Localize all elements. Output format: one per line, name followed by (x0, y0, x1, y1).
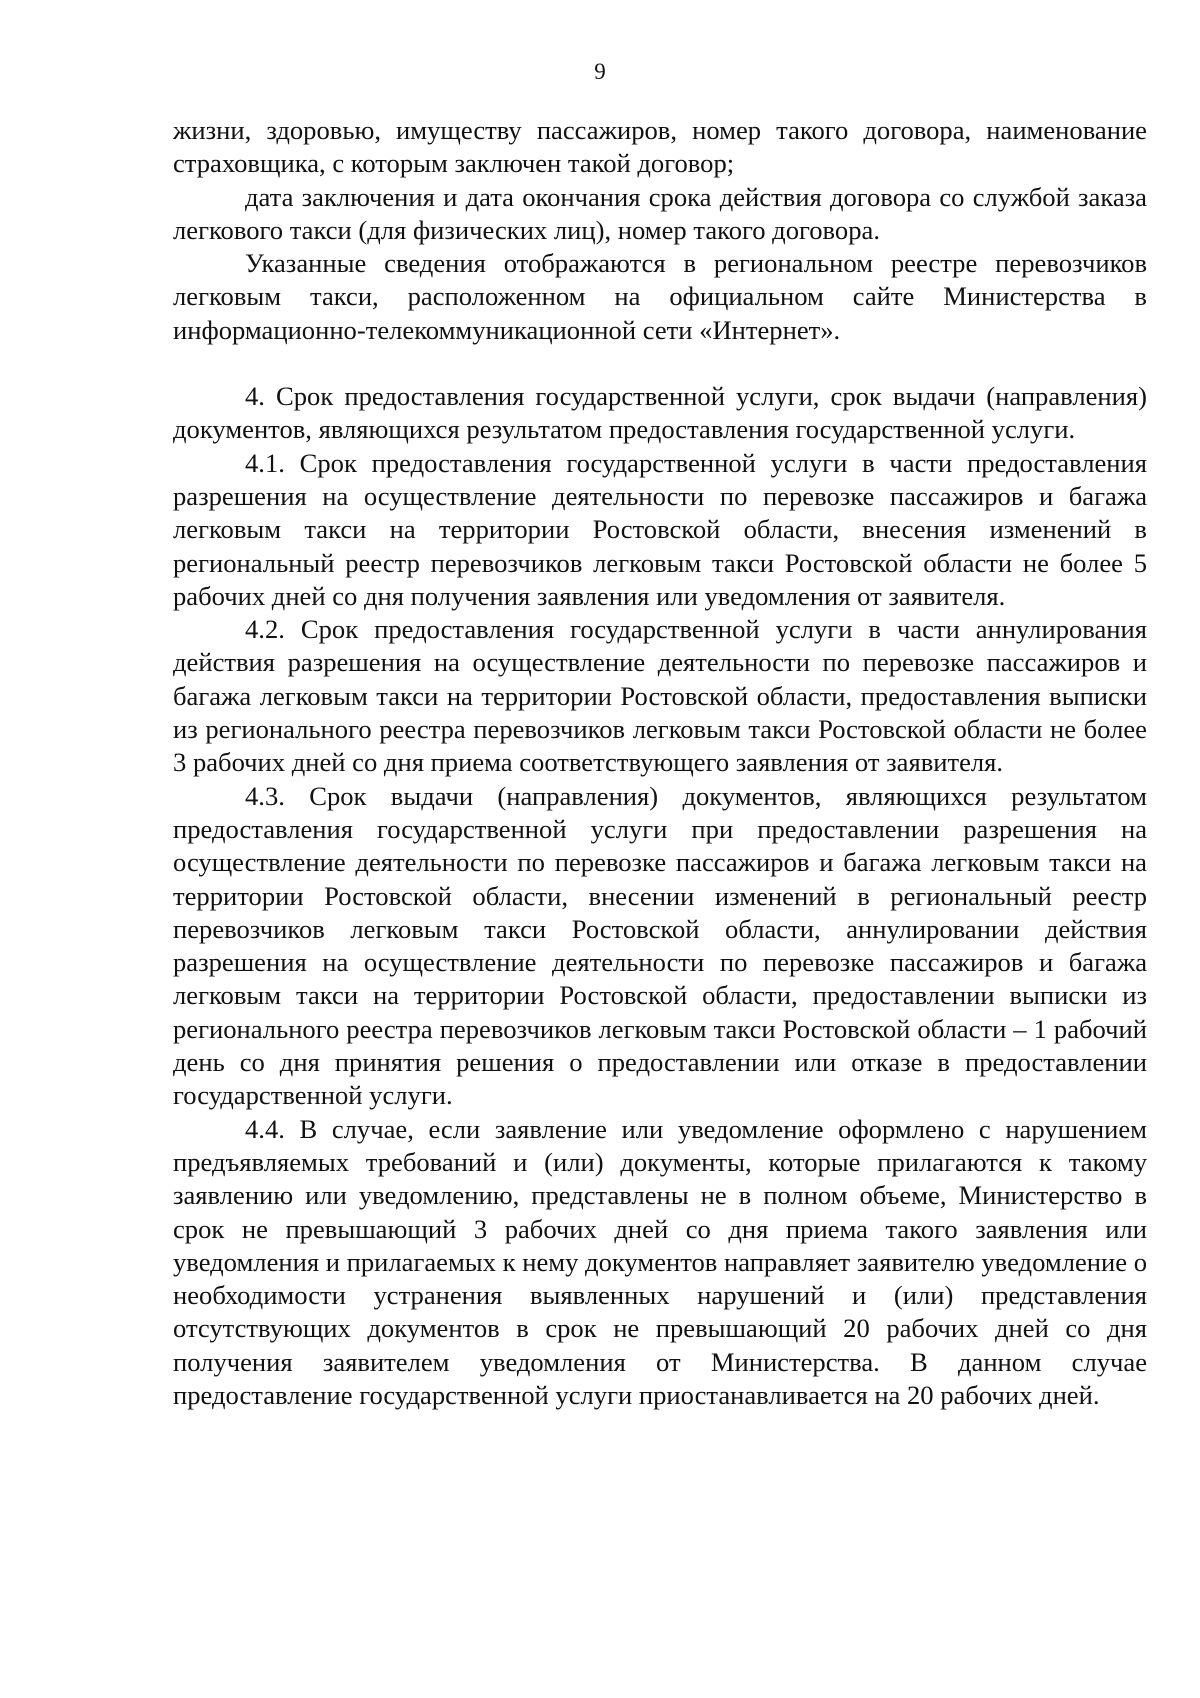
paragraph-4-3: 4.3. Срок выдачи (направления) документов, являющихся результатом предоставления государственной услуги при предоставлении разрешения на осуществление деятельности по перевозке пассажиров и багажа легковым такси на территории Ростовской области, внесении изменений в региональный реестр перевозчиков легковым такси Ростовской области, аннулировании действия разрешения на осуществление деятельности по перевозке пассажиров и багажа легковым такси на территории Ростовской области, предоставлении выписки из регионального реестра перевозчиков легковым такси Ростовской области – 1 рабочий день со дня принятия решения о предоставлении или отказе в предоставлении государственной услуги. (173, 780, 1147, 1111)
paragraph-4-2: 4.2. Срок предоставления государственной услуги в части аннулирования действия разрешения на осуществление деятельности по перевозке пассажиров и багажа легковым такси на территории Ростовской области, предоставления выписки из регионального реестра перевозчиков легковым такси Ростовской области не более 3 рабочих дней со дня приема соответствующего заявления от заявителя. (173, 614, 1147, 778)
document-body (173, 114, 1147, 1412)
paragraph-contract-dates: дата заключения и дата окончания срока действия договора со службой заказа легкового такси (для физических лиц), номер такого договора. (173, 181, 1147, 245)
paragraph-continuation: жизни, здоровью, имуществу пассажиров, номер такого договора, наименование страховщика, с которым заключен такой договор; (173, 115, 1147, 179)
page-number: 9 (594, 59, 606, 84)
section-heading-4: 4. Срок предоставления государственной услуги, срок выдачи (направления) документов, являющихся результатом предоставления государственной услуги. (173, 381, 1147, 445)
paragraph-4-4: 4.4. В случае, если заявление или уведомление оформлено с нарушением предъявляемых требований и (или) документы, которые прилагаются к такому заявлению или уведомлению, представлены не в полном объеме, Министерство в срок не превышающий 3 рабочих дней со дня приема такого заявления или уведомления и прилагаемых к нему документов направляет заявителю уведомление о необходимости устранения выявленных нарушений и (или) представления отсутствующих документов в срок не превышающий 20 рабочих дней со дня получения заявителем уведомления от Министерства. В данном случае предоставление государственной услуги приостанавливается на 20 рабочих дней. (173, 1113, 1147, 1410)
paragraph-registry-info: Указанные сведения отображаются в региональном реестре перевозчиков легковым такси, расположенном на официальном сайте Министерства в информационно-телекоммуникационной сети «Интернет». (173, 248, 1147, 345)
paragraph-4-1: 4.1. Срок предоставления государственной услуги в части предоставления разрешения на осуществление деятельности по перевозке пассажиров и багажа легковым такси на территории Ростовской области, внесения изменений в региональный реестр перевозчиков легковым такси Ростовской области не более 5 рабочих дней со дня получения заявления или уведомления от заявителя. (173, 447, 1147, 611)
